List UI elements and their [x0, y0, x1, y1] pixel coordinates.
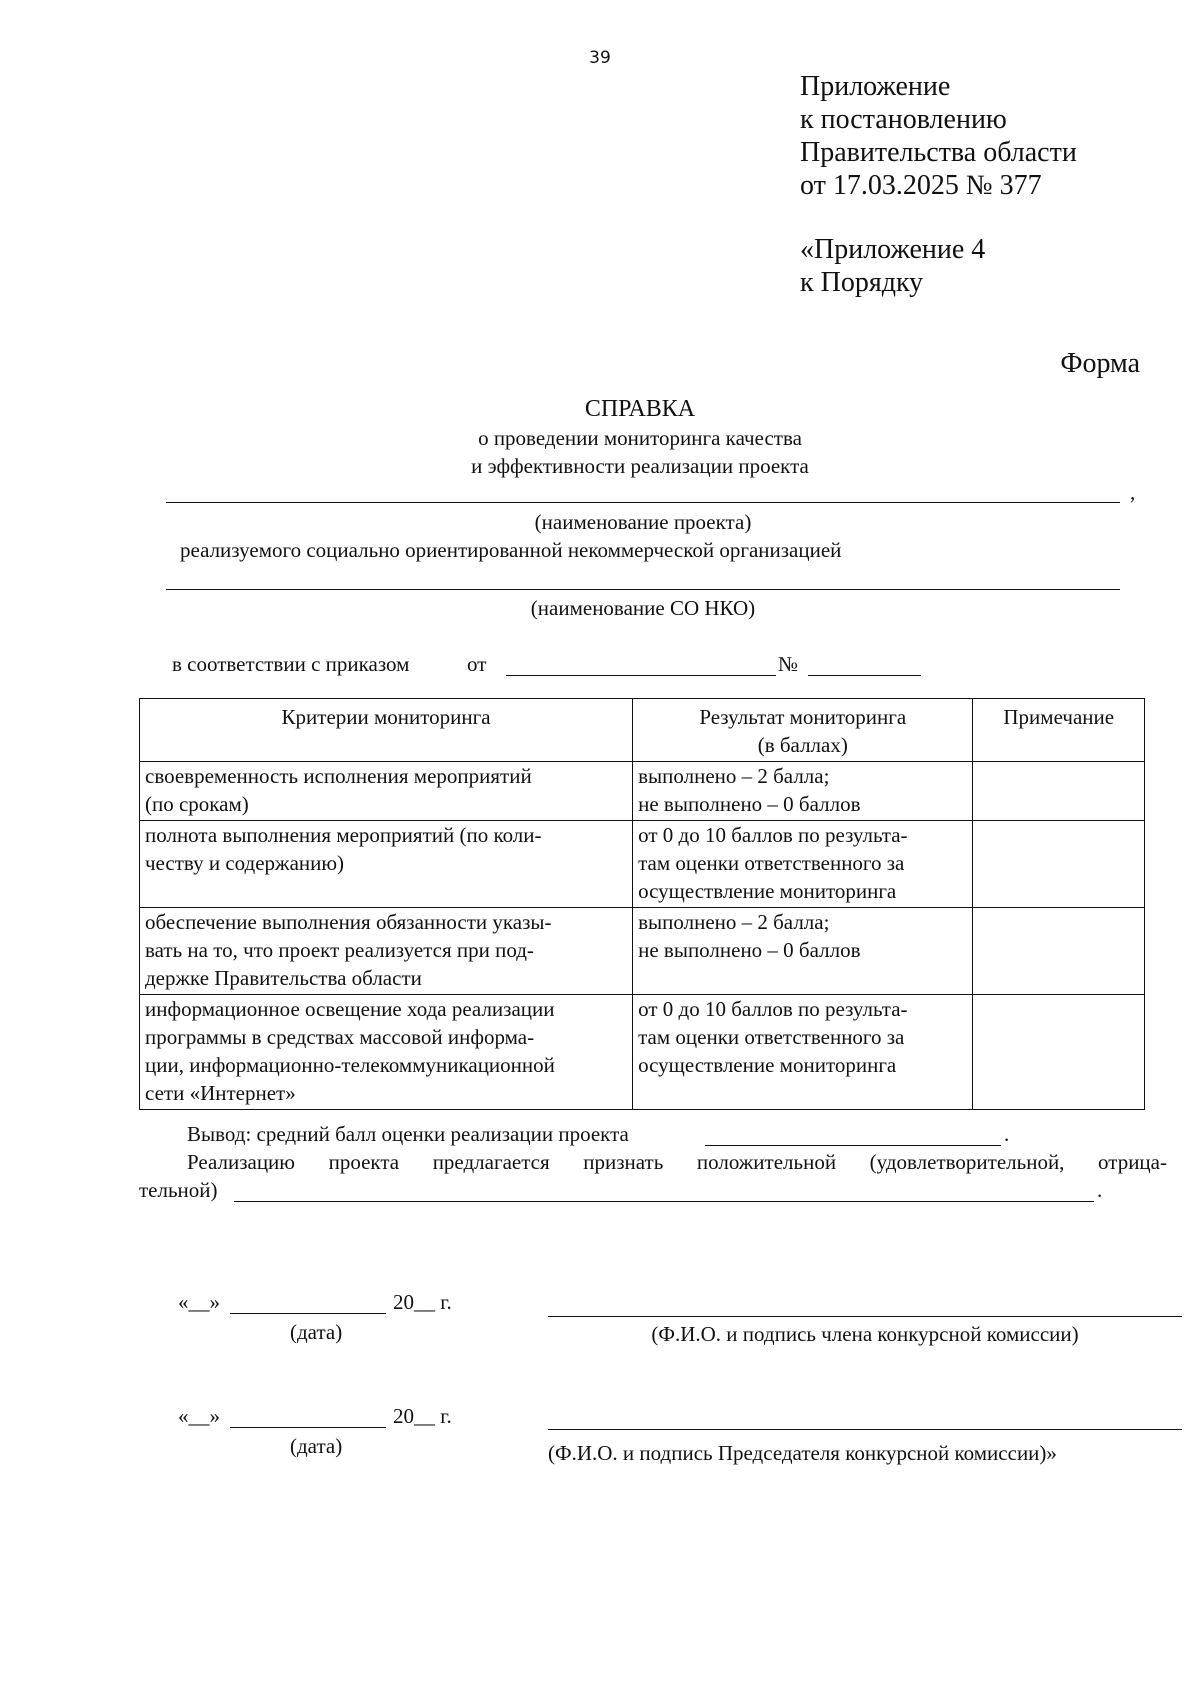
table-row — [140, 908, 1145, 995]
signature-year: 20__ г. — [393, 1404, 452, 1428]
recognize-line2-label: тельной) — [139, 1178, 218, 1202]
header-result: Результат мониторинга (в баллах) — [633, 699, 973, 762]
table-row — [140, 995, 1145, 1110]
signature-date-caption: (дата) — [290, 1434, 343, 1458]
result-cell: выполнено – 2 балла; не выполнено – 0 баллов — [633, 762, 973, 821]
criterion-cell: информационное освещение хода реализации программы в средствах массовой информа- ции, информационно-телекоммуникационной сети «Интернет» — [140, 995, 633, 1110]
signature-date-field[interactable] — [230, 1427, 386, 1428]
annex-line: к постановлению — [800, 104, 1007, 135]
signature-date-open: «__» — [178, 1404, 220, 1428]
header-note: Примечание — [973, 699, 1145, 762]
signature-date-field[interactable] — [230, 1313, 386, 1314]
recognize-line1: Реализацию проекта предлагается признать положительной (удовлетворительной, отрица- — [187, 1150, 1167, 1174]
order-date-field[interactable] — [506, 675, 776, 676]
order-label: в соответствии с приказом — [172, 652, 410, 676]
project-name-field[interactable] — [166, 502, 1120, 503]
note-cell[interactable] — [973, 821, 1145, 908]
order-from-label: от — [467, 652, 487, 676]
table-row — [140, 821, 1145, 908]
org-name-caption: (наименование СО НКО) — [530, 596, 756, 620]
implemented-by-text: реализуемого социально ориентированной некоммерческой организацией — [180, 538, 842, 562]
avg-score-label: Вывод: средний балл оценки реализации проекта — [187, 1122, 629, 1146]
title-line2: о проведении мониторинга качества — [478, 426, 802, 450]
result-cell: от 0 до 10 баллов по результа- там оценки ответственного за осуществление мониторинга — [633, 821, 973, 908]
avg-score-field[interactable] — [705, 1145, 1001, 1146]
note-cell[interactable] — [973, 762, 1145, 821]
title-main: СПРАВКА — [584, 396, 696, 422]
project-name-comma: , — [1130, 480, 1136, 504]
recognize-end: . — [1097, 1178, 1103, 1202]
annex-subline: «Приложение 4 — [800, 234, 986, 265]
title-line3: и эффективности реализации проекта — [471, 454, 809, 478]
result-cell: от 0 до 10 баллов по результа- там оценки ответственного за осуществление мониторинга — [633, 995, 973, 1110]
annex-subline: к Порядку — [800, 267, 924, 298]
table-row — [140, 762, 1145, 821]
order-number-field[interactable] — [808, 675, 921, 676]
result-cell: выполнено – 2 балла; не выполнено – 0 баллов — [633, 908, 973, 995]
signature-date-open: «__» — [178, 1290, 220, 1314]
note-cell[interactable] — [973, 995, 1145, 1110]
monitoring-criteria-table — [139, 698, 1145, 1110]
page-number: 39 — [589, 48, 611, 68]
criterion-cell: своевременность исполнения мероприятий (по срокам) — [140, 762, 633, 821]
table-header-row — [140, 699, 1145, 762]
header-criteria: Критерии мониторинга — [140, 699, 633, 762]
org-name-field[interactable] — [166, 589, 1120, 590]
criterion-cell: полнота выполнения мероприятий (по коли- честву и содержанию) — [140, 821, 633, 908]
annex-line: Правительства области — [800, 137, 1077, 168]
criterion-cell: обеспечение выполнения обязанности указы- вать на то, что проект реализуется при под- держке Правительства области — [140, 908, 633, 995]
member-signature-caption: (Ф.И.О. и подпись члена конкурсной комиссии) — [651, 1322, 1079, 1346]
order-number-label: № — [778, 652, 799, 676]
chairman-signature-field[interactable] — [548, 1429, 1182, 1430]
annex-header — [800, 70, 1077, 299]
form-label: Форма — [1060, 348, 1140, 379]
project-name-caption: (наименование проекта) — [534, 510, 752, 534]
signature-date-caption: (дата) — [290, 1320, 343, 1344]
document-title — [0, 394, 1200, 480]
annex-line: Приложение — [800, 71, 951, 102]
recognize-field[interactable] — [234, 1201, 1094, 1202]
annex-line: от 17.03.2025 № 377 — [800, 170, 1042, 201]
member-signature-field[interactable] — [548, 1316, 1182, 1317]
note-cell[interactable] — [973, 908, 1145, 995]
signature-year: 20__ г. — [393, 1290, 452, 1314]
chairman-signature-caption: (Ф.И.О. и подпись Председателя конкурсной комиссии)» — [548, 1441, 1057, 1465]
avg-score-end: . — [1004, 1122, 1010, 1146]
